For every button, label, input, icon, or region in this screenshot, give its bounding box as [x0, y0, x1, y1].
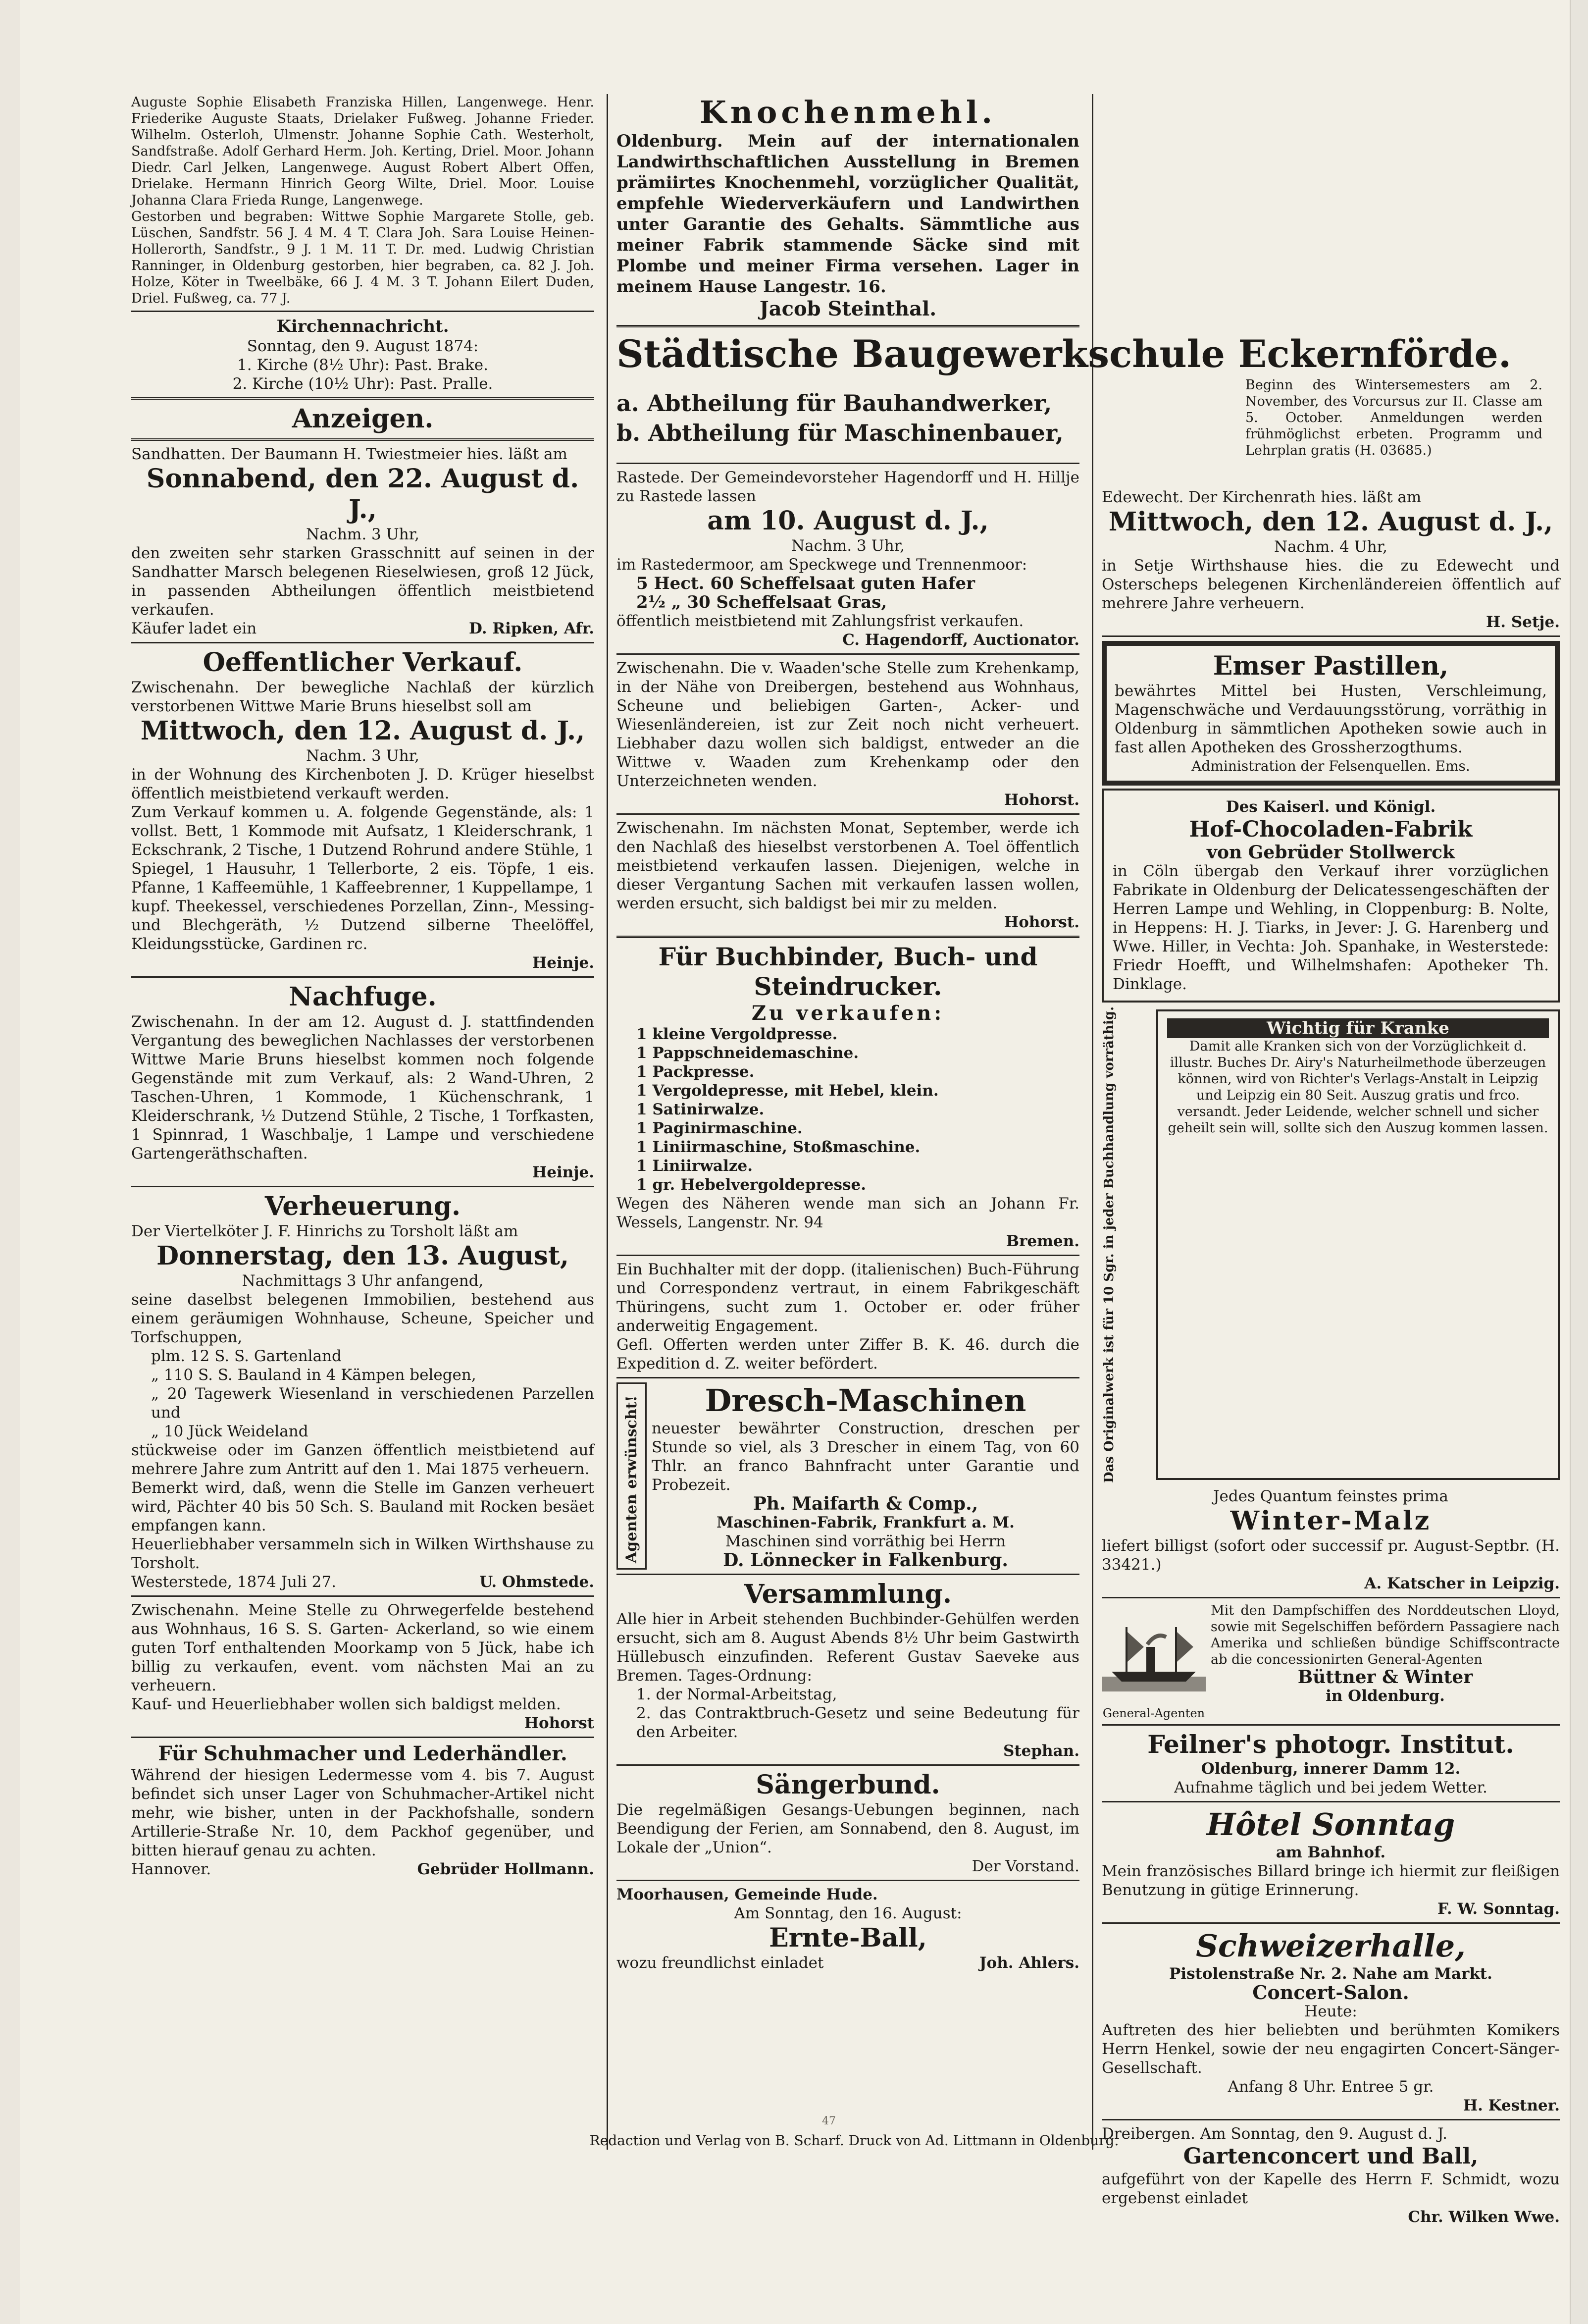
ad-body: Die regelmäßigen Gesangs-Uebungen beginnen, nach Beendigung der Ferien, am Sonnabend, den 8. August, im Lokale der „Union“.: [616, 1801, 1079, 1856]
ad-item: 1 Satinirwalze.: [636, 1101, 765, 1118]
ad-bookbinders: [616, 942, 1079, 1251]
divider: [616, 463, 1079, 464]
ad-body: Maschinen sind vorräthig bei Herrn: [725, 1532, 1006, 1550]
ad-edewecht: [1102, 488, 1560, 632]
ad-body: liefert billigst (sofort oder successif pr. August-Septbr. (H. 33421.): [1102, 1537, 1560, 1574]
ad-place: in Oldenburg.: [1326, 1687, 1445, 1705]
ad-intro: Edewecht. Der Kirchenrath hies. läßt am: [1102, 488, 1422, 506]
ad-title: Knochenmehl.: [700, 94, 996, 130]
ad-time: Nachmittags 3 Uhr anfangend,: [242, 1272, 484, 1290]
ad-address: Pistolenstraße Nr. 2. Nahe am Markt.: [1169, 1965, 1492, 1983]
ad-firm-sub: Maschinen-Fabrik, Frankfurt a. M.: [717, 1514, 1015, 1532]
ad-body: aufgeführt von der Kapelle des Herrn F. Schmidt, wozu ergebenst einladet: [1102, 2170, 1560, 2208]
divider: [1102, 635, 1560, 637]
ad-subtitle: am Bahnhof.: [1276, 1844, 1386, 1862]
ad-feilner: [1102, 1730, 1560, 1797]
ad-health-book: [1102, 1006, 1560, 1483]
ad-title: Städtische Baugewerkschule Eckernförde.: [616, 332, 1512, 376]
ship-block: [1102, 1602, 1206, 1720]
ad-sandhatten: [131, 445, 594, 638]
ad-intro: Rastede. Der Gemeindevorsteher Hagendorff und H. Hillje zu Rastede lassen: [616, 469, 1079, 505]
ad-intro: Sandhatten. Der Baumann H. Twiestmeier hies. läßt am: [131, 445, 567, 463]
ad-body: Aufnahme täglich und bei jedem Wetter.: [1174, 1779, 1487, 1797]
lloyd-body: [1211, 1602, 1560, 1720]
ad-body: Gefl. Offerten werden unter Ziffer B. K. 46. durch die Expedition d. Z. weiter befördert.: [616, 1336, 1079, 1373]
ad-body: Wegen des Näheren wende man sich an Johann Fr. Wessels, Langenstr. Nr. 94: [616, 1195, 1079, 1231]
imprint: Redaction und Verlag von B. Scharf. Druck von Ad. Littmann in Oldenburg.: [589, 2132, 1119, 2149]
ad-title: Feilner's photogr. Institut.: [1147, 1730, 1514, 1759]
divider: [616, 1377, 1079, 1378]
divider: [616, 936, 1079, 938]
page-gutter: [0, 0, 20, 2324]
ad-title: Gartenconcert und Ball,: [1183, 2144, 1479, 2169]
ad-time: Nachm. 3 Uhr,: [306, 526, 419, 543]
ad-signature: Hohorst.: [1004, 913, 1079, 931]
ad-firm: Büttner & Winter: [1297, 1667, 1473, 1688]
ad-label: Heute:: [1304, 2003, 1357, 2021]
ad-signature: [131, 619, 594, 638]
signature-right: U. Ohmstede.: [479, 1573, 594, 1591]
ad-date: Donnerstag, den 13. August,: [156, 1241, 569, 1271]
ad-body: Damit alle Kranken sich von der Vorzüglichkeit d. illustr. Buches Dr. Airy's Naturheilmethode überzeugen können, wird von Richter's Verlags-Anstalt in Leipzig und Leipzig ein 80 Seit. Auszug gratis und frco. versandt. Jeder Leidende, welcher schnell und sicher geheilt sein will, sollte sich den Auszug kommen lassen.: [1168, 1039, 1548, 1136]
ad-item: 2. das Contraktbruch-Gesetz und seine Bedeutung für den Arbeiter.: [636, 1704, 1079, 1741]
divider: [616, 813, 1079, 815]
ad-winter-malt: [1102, 1487, 1560, 1593]
department-list: [616, 388, 1245, 448]
ad-body: Alle hier in Arbeit stehenden Buchbinder-Gehülfen werden ersucht, sich am 8. August Abends 8½ Uhr beim Gastwirth Hüllebusch einzufinden. Referent Gustav Saeveke aus Bremen. Tages-Ordnung:: [616, 1610, 1079, 1685]
ad-signature: Heinje.: [532, 954, 594, 972]
births-list: Auguste Sophie Elisabeth Franziska Hillen, Langenwege. Henr. Friederike Auguste Staats, Drielaker Fußweg. Johanne Frieder. Wilhelm. Osterloh, Ulmenstr. Johanne Sophie Cath. Westerholt, Sandfstraße. Adolf Gerhard Herm. Joh. Kerting, Driel. Moor. Johann Diedr. Carl Jelken, Langenwege. August Robert Albert Offen, Drielake. Hermann Hinrich Georg Wilte, Driel. Moor. Louise Johanna Clara Frieda Runge, Langenwege.: [131, 95, 594, 208]
deaths-list: Gestorben und begraben: Wittwe Sophie Margarete Stolle, geb. Lüschen, Sandfstr. 56 J. 4 M. 4 T. Clara Joh. Sara Louise Heinen-Hollerorth, Sandfstr., 9 J. 1 M. 11 T. Dr. med. Ludwig Christian Ranninger, in Oldenburg gestorben, hier begraben, ca. 82 J. Joh. Holze, Köter in Tweelbäke, 66 J. 4 M. 3 T. Johann Eilert Duden, Driel. Fußweg, ca. 77 J.: [131, 209, 594, 306]
ad-title: Schweizerhalle,: [1196, 1928, 1466, 1964]
ad-body: Zwischenahn. Meine Stelle zu Ohrwegerfelde bestehend aus Wohnhaus, 16 S. S. Garten- Ackerland, so wie einem guten Torf enthaltenden Moorkamp von 5 Jück, habe ich billig zu verkaufen, event. vom nächsten Mai an zu verheuern.: [131, 1601, 594, 1694]
column-1: [131, 94, 594, 2150]
ad-item: 2½ „ 30 Scheffelsaat Gras,: [636, 592, 887, 612]
ad-item: 1 Packpresse.: [636, 1063, 755, 1081]
ad-body: in Setje Wirthshause hies. die zu Edewecht und Osterscheps belegenen Kirchenländereien öffentlich auf mehrere Jahre verheuern.: [1102, 557, 1560, 612]
church-service-2: 2. Kirche (10½ Uhr): Past. Pralle.: [232, 375, 493, 393]
ad-title: Nachfuge.: [289, 982, 437, 1012]
department-a: a. Abtheilung für Bauhandwerker,: [616, 389, 1052, 417]
church-title: Kirchennachricht.: [276, 317, 449, 336]
ad-body: Während der hiesigen Ledermesse vom 4. bis 7. August befindet sich unser Lager von Schuhmacher-Artikel nicht mehr, wie bisher, unten in der Packhofshalle, sondern Artillerie-Straße Nr. 10, dem Packhof gegenüber, und bitten hierauf genau zu achten.: [131, 1766, 594, 1859]
ad-address: Oldenburg, innerer Damm 12.: [1201, 1760, 1461, 1778]
divider: [616, 325, 1079, 327]
ad-item: „ 20 Tagewerk Wiesenland in verschiedenen Parzellen und: [151, 1385, 594, 1422]
ad-body: öffentlich meistbietend mit Zahlungsfrist verkaufen.: [616, 612, 1024, 630]
steamship-icon: [1102, 1602, 1206, 1706]
ad-date: Am Sonntag, den 16. August:: [734, 1904, 962, 1922]
ad-body: den zweiten sehr starken Grasschnitt auf seinen in der Sandhatter Marsch belegenen Rieselwiesen, groß 12 Jück, in passenden Abtheilungen öffentlich meistbietend verkaufen.: [131, 544, 594, 619]
ad-norddeutscher-lloyd: [1102, 1602, 1560, 1720]
signature-left: wozu freundlichst einladet: [616, 1954, 824, 1972]
ad-rastede: [616, 468, 1079, 649]
ad-title: Für Buchbinder, Buch- und Steindrucker.: [658, 942, 1038, 1001]
ad-item: 1 Liniirmaschine, Stoßmaschine.: [636, 1138, 921, 1156]
divider: [131, 642, 594, 643]
divider: [131, 976, 594, 978]
ad-items: Zum Verkauf kommen u. A. folgende Gegenstände, als: 1 vollst. Bett, 1 Kommode mit Aufsatz, 1 Kleiderschrank, 1 Eckschrank, 2 Tische, 1 Dutzend Rohrund andere Stühle, 1 Spiegel, 1 Hausuhr, 1 Tellerborte, 2 eis. Töpfe, 1 eis. Pfanne, 1 Kaffeemühle, 1 Kaffeebrenner, 1 Kuppellampe, 1 kupf. Theekessel, verschiedenes Porzellan, Zinn-, Messing- und Blechgeräth, ½ Dutzend silberne Theelöffel, Kleidungsstücke, Gardinen rc.: [131, 803, 594, 953]
ad-signature: F. W. Sonntag.: [1437, 1900, 1560, 1918]
ad-signature: Hohorst.: [1004, 791, 1079, 809]
column-3: [1102, 488, 1560, 2226]
ad-item: 1 Pappschneidemaschine.: [636, 1044, 859, 1062]
ad-toel: [616, 819, 1079, 932]
ad-body: bewährtes Mittel bei Husten, Verschleimung, Magenschwäche und Verdauungsstörung, vorräthig in Oldenburg in sämmtlichen Apotheken sowie auch in fast allen Apotheken des Grossherzogthums.: [1115, 682, 1547, 756]
ad-intro: Jedes Quantum feinstes prima: [1213, 1487, 1448, 1506]
ad-singers: [616, 1770, 1079, 1876]
ad-subtitle: Zu verkaufen:: [751, 1002, 945, 1025]
ad-body: Mein französisches Billard bringe ich hiermit zur fleißigen Benutzung in gütige Erinnerung.: [1102, 1862, 1560, 1900]
divider: [131, 1186, 594, 1187]
ad-date: Mittwoch, den 12. August d. J.,: [140, 716, 585, 746]
ad-title: Ernte-Ball,: [769, 1923, 927, 1953]
ad-signature: Administration der Felsenquellen. Ems.: [1191, 758, 1470, 774]
school-note: Beginn des Wintersemesters am 2. November, des Vorcursus zur II. Classe am 5. October. Anmeldungen werden frühmöglichst erbeten. Programm und Lehrplan gratis (H. 03685.): [1245, 377, 1542, 458]
divider: [616, 1255, 1079, 1256]
ad-addendum: [131, 982, 594, 1182]
divider: [1102, 1922, 1560, 1924]
ad-signature: [131, 1573, 594, 1591]
ad-item: 1 Paginirmaschine.: [636, 1119, 803, 1137]
department-b: b. Abtheilung für Maschinenbauer,: [616, 419, 1064, 446]
ad-title: Für Schuhmacher und Lederhändler.: [158, 1742, 567, 1765]
divider: [131, 1595, 594, 1597]
ad-signature: [616, 1954, 1079, 1972]
emser-inner: [1107, 646, 1555, 781]
page-number: 47: [822, 2115, 836, 2127]
column-rule: [607, 94, 608, 2150]
ad-date: Sonnabend, den 22. August d. J.,: [146, 464, 579, 525]
ad-body: Ein Buchhalter mit der dopp. (italienischen) Buch-Führung und Correspondenz vertraut, in einem Fabrikgeschäft Thüringens, sucht zum 1. October er. oder früher anderweitig Engagement.: [616, 1261, 1079, 1335]
ad-body: in der Wohnung des Kirchenboten J. D. Krüger hieselbst öffentlich meistbietend verkauft werden.: [131, 766, 594, 802]
ad-body: Zwischenahn. Im nächsten Monat, September, werde ich den Nachlaß des hieselbst verstorbenen A. Toel öffentlich meistbietend verkaufen lassen. Diejenigen, welche in dieser Vergantung Sachen mit verkaufen lassen wollen, werden ersucht, sich baldigst bei mir zu melden.: [616, 819, 1079, 912]
ad-harvest-ball: [616, 1885, 1079, 1972]
ad-body: Zwischenahn. In der am 12. August d. J. stattfindenden Vergantung des beweglichen Nachlasses der verstorbenen Wittwe Marie Bruns hieselbst kommen noch folgende Gegenstände mit zum Verkauf, als: 2 Wand-Uhren, 2 Taschen-Uhren, 1 Kommode, 1 Küchenschrank, 1 Kleiderschrank, ½ Dutzend Stühle, 2 Tische, 1 Torfkasten, 1 Spinnrad, 1 Waschbalje, 1 Lampe und verschiedene Gartengeräthschaften.: [131, 1013, 594, 1162]
ad-signature: Hohorst: [524, 1714, 594, 1732]
divider: [1102, 1724, 1560, 1726]
ad-title: Sängerbund.: [756, 1770, 940, 1800]
ad-signature: Der Vorstand.: [972, 1857, 1079, 1875]
page-edge: [1570, 0, 1588, 2324]
ads-title: Anzeigen.: [292, 404, 434, 434]
ad-signature: Bremen.: [1006, 1232, 1079, 1250]
ad-waaden: [616, 659, 1079, 809]
ad-time: Nachm. 3 Uhr,: [791, 537, 905, 555]
school-departments: [616, 377, 1552, 459]
ad-item: „ 10 Jück Weideland: [151, 1423, 308, 1440]
ad-body: seine daselbst belegenen Immobilien, bestehend aus einem geräumigen Wohnhause, Scheune, Speicher und Torfschuppen,: [131, 1291, 594, 1346]
ad-title: Hof-Chocoladen-Fabrik: [1189, 817, 1473, 842]
health-book-box: [1156, 1009, 1560, 1480]
signature-left: Hannover.: [131, 1860, 211, 1878]
ad-public-sale: [131, 647, 594, 972]
ad-building-school: [616, 331, 1552, 459]
church-date: Sonntag, den 9. August 1874:: [247, 337, 479, 355]
divider: [131, 311, 594, 312]
ad-threshers: [616, 1382, 1079, 1570]
ad-shoemakers: [131, 1742, 594, 1879]
ad-body: in Cöln übergab den Verkauf ihrer vorzüglichen Fabrikate in Oldenburg der Delicatessengeschäften der Herren Lampe und Wehling, in Cloppenburg: B. Nolte, in Heppens: H. J. Tiarks, in Jever: J. G. Harenberg und Wwe. Hiller, in Vechta: Joh. Spanhake, in Westerstede: Friedr Hoefft, und Wilhelmshafen: Apotheker Th. Dinklage.: [1113, 862, 1549, 993]
ad-assembly: [616, 1579, 1079, 1760]
ad-farm-sale: [131, 1601, 594, 1733]
ad-body: Zwischenahn. Die v. Waaden'sche Stelle zum Krehenkamp, in der Nähe von Dreibergen, bestehend aus Wohnhaus, Scheune und beliebigen Garten-, Acker- und Wiesenländereien, ist zur Zeit noch nicht verheuert. Liebhaber dazu wollen sich baldigst, entweder an die Wittwe v. Waaden zum Krehenkamp oder den Unterzeichneten wenden.: [616, 659, 1079, 790]
ad-signature: Jacob Steinthal.: [759, 297, 937, 320]
ad-item: 1 Vergoldepresse, mit Hebel, klein.: [636, 1082, 939, 1100]
agents-wanted: Agenten erwünscht!: [616, 1382, 647, 1570]
ad-title: Versammlung.: [744, 1579, 952, 1609]
divider: [616, 653, 1079, 655]
ad-lease: [131, 1191, 594, 1591]
ad-bookkeeper: [616, 1260, 1079, 1373]
ad-title: Dresch-Maschinen: [705, 1382, 1026, 1419]
divider: [1102, 1801, 1560, 1802]
signature-left: Käufer ladet ein: [131, 620, 257, 637]
ad-emser-pastillen: [1102, 641, 1560, 786]
ad-time: Anfang 8 Uhr. Entree 5 gr.: [1228, 2078, 1434, 2096]
ad-schweizerhalle: [1102, 1928, 1560, 2115]
ad-firm: von Gebrüder Stollwerck: [1207, 842, 1455, 863]
ad-signature: D. Lönnecker in Falkenburg.: [723, 1550, 1008, 1571]
ad-signature: Stephan.: [1003, 1742, 1079, 1760]
ad-body: stückweise oder im Ganzen öffentlich meistbietend auf mehrere Jahre zum Antritt auf den 1. Mai 1875 verheuern.: [131, 1441, 594, 1478]
divider: [131, 438, 594, 441]
ad-bonemeal: [616, 94, 1079, 321]
ad-item: 5 Hect. 60 Scheffelsaat guten Hafer: [636, 574, 975, 593]
ad-firm: Ph. Maifarth & Comp.,: [753, 1493, 978, 1514]
ad-intro: Dreibergen. Am Sonntag, den 9. August d. J.: [1102, 2125, 1448, 2143]
ad-title: Emser Pastillen,: [1213, 651, 1449, 681]
ad-intro: Moorhausen, Gemeinde Hude.: [616, 1886, 878, 1903]
ad-signature: A. Katscher in Leipzig.: [1364, 1575, 1560, 1593]
ad-signature: [131, 1860, 594, 1879]
ad-intro: Der Viertelköter J. F. Hinrichs zu Torsholt läßt am: [131, 1222, 518, 1240]
ad-item: 1 kleine Vergoldpresse.: [636, 1025, 838, 1043]
book-side-note: Das Originalwerk ist für 10 Sgr. in jeder Buchhandlung vorräthig.: [1102, 1006, 1117, 1483]
ad-date: am 10. August d. J.,: [707, 506, 989, 536]
ad-title: Oeffentlicher Verkauf.: [203, 647, 523, 678]
ad-title: Verheuerung.: [264, 1191, 461, 1221]
ad-title: Wichtig für Kranke: [1167, 1018, 1549, 1038]
ad-body: Mit den Dampfschiffen des Norddeutschen Lloyd, sowie mit Segelschiffen befördern Passagiere nach Amerika und schließen bündige Schiffscontracte ab die concessionirten General-Agenten: [1211, 1603, 1560, 1668]
ad-signature: C. Hagendorff, Auctionator.: [842, 631, 1079, 649]
divider: [131, 397, 594, 400]
ad-body: Heuerliebhaber versammeln sich in Wilken Wirthshause zu Torsholt.: [131, 1535, 594, 1572]
ad-date: Mittwoch, den 12. August d. J.,: [1108, 507, 1553, 537]
ad-subtitle: Concert-Salon.: [1252, 1981, 1409, 2004]
ad-signature: H. Setje.: [1486, 613, 1560, 631]
ad-signature: Heinje.: [532, 1163, 594, 1181]
signature-right: Gebrüder Hollmann.: [417, 1860, 594, 1878]
church-service-1: 1. Kirche (8½ Uhr): Past. Brake.: [237, 356, 488, 374]
ad-body: Kauf- und Heuerliebhaber wollen sich baldigst melden.: [131, 1695, 561, 1713]
ad-title: Winter-Malz: [1230, 1506, 1432, 1536]
ad-body: im Rastedermoor, am Speckwege und Trennenmoor:: [616, 556, 1027, 574]
ad-signature: Chr. Wilken Wwe.: [1408, 2208, 1560, 2226]
ad-body: Oldenburg. Mein auf der internationalen Landwirthschaftlichen Ausstellung in Bremen prämiirtes Knochenmehl, vorzüglicher Qualität, empfehle Wiederverkäufern und Landwirthen unter Garantie des Gehalts. Sämmtliche aus meiner Fabrik stammende Säcke sind mit Plombe und meiner Firma versehen. Lager in meinem Hause Langestr. 16.: [616, 131, 1079, 297]
ad-intro: Zwischenahn. Der bewegliche Nachlaß der kürzlich verstorbenen Wittwe Marie Bruns hieselbst soll am: [131, 679, 594, 715]
divider: [1102, 1597, 1560, 1598]
ad-item: „ 110 S. S. Bauland in 4 Kämpen belegen,: [151, 1366, 476, 1384]
divider: [131, 1737, 594, 1738]
ad-item: 1. der Normal-Arbeitstag,: [636, 1686, 837, 1703]
ad-body: neuester bewährter Construction, dreschen per Stunde so viel, als 3 Drescher in einem Tag, von 60 Thlr. an franco Bahnfracht unter Garantie und Probezeit.: [652, 1420, 1079, 1494]
ad-hotel-sonntag: [1102, 1806, 1560, 1918]
ad-signature: H. Kestner.: [1463, 2097, 1560, 2115]
threshers-body: [652, 1382, 1079, 1570]
ad-body: Auftreten des hier beliebten und berühmten Komikers Herrn Henkel, sowie der neu engagirten Concert-Sänger-Gesellschaft.: [1102, 2021, 1560, 2077]
ad-item: plm. 12 S. S. Gartenland: [151, 1347, 342, 1365]
ad-intro: Des Kaiserl. und Königl.: [1226, 798, 1436, 816]
divider: [1102, 2119, 1560, 2120]
divider: [616, 1764, 1079, 1766]
ad-time: Nachm. 3 Uhr,: [306, 747, 419, 765]
ad-body: Bemerkt wird, daß, wenn die Stelle im Ganzen verheuert wird, Pächter 40 bis 50 Sch. S. Bauland mit Rocken besäet empfangen kann.: [131, 1479, 594, 1534]
ship-caption: General-Agenten: [1102, 1706, 1205, 1721]
signature-left: Westerstede, 1874 Juli 27.: [131, 1573, 336, 1591]
divider: [616, 1574, 1079, 1575]
divider: [616, 1880, 1079, 1881]
signature-right: Joh. Ahlers.: [979, 1954, 1079, 1972]
ad-stollwerck: [1102, 789, 1560, 1003]
ad-item: 1 Liniirwalze.: [636, 1157, 753, 1175]
ad-title: Hôtel Sonntag: [1206, 1806, 1455, 1843]
signature-right: D. Ripken, Afr.: [468, 620, 594, 637]
ad-item: 1 gr. Hebelvergoldepresse.: [636, 1176, 867, 1194]
ad-time: Nachm. 4 Uhr,: [1274, 538, 1387, 556]
